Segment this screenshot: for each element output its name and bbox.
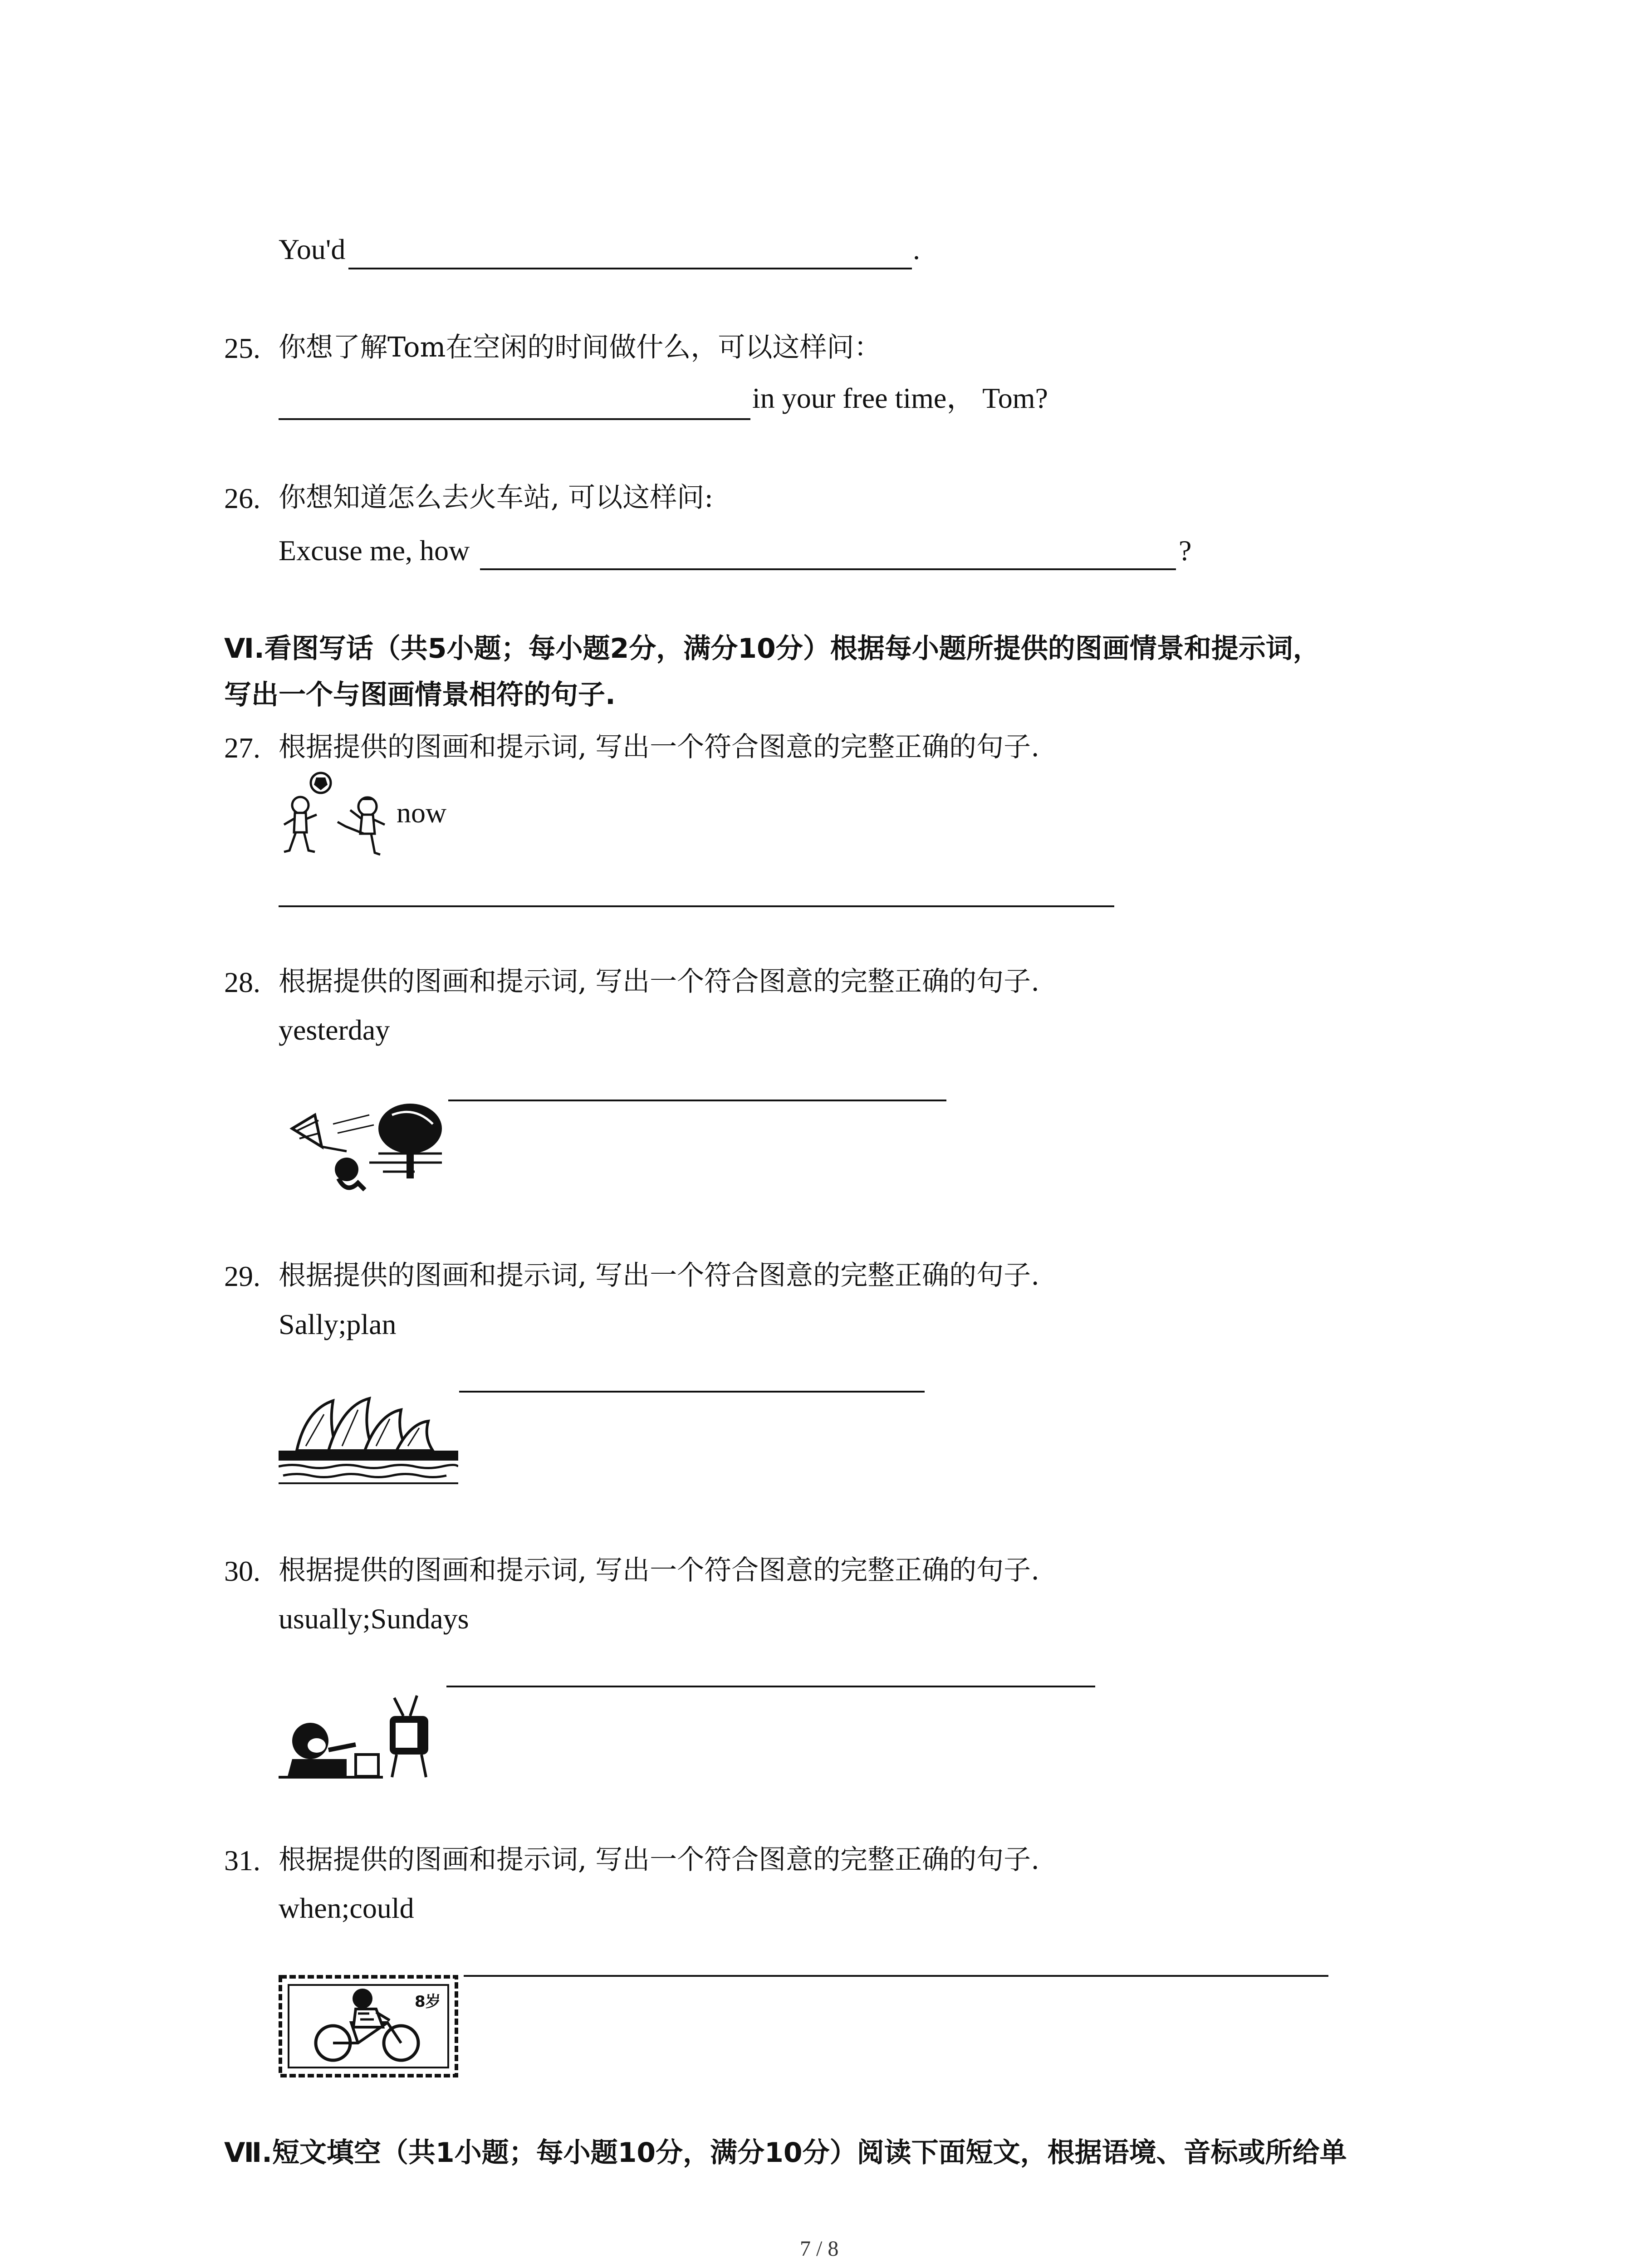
opera-house-picture [279,1383,458,1487]
bicycle-picture-age-label: 8岁 [415,1993,441,2011]
q24-suffix: . [913,233,920,265]
q27-prompt: 根据提供的图画和提示词, 写出一个符合图意的完整正确的句子. [279,731,1040,763]
q24-answer-blank[interactable] [348,268,912,269]
q28-hint: yesterday [279,1014,390,1046]
section-6-heading-line2: 写出一个与图画情景相符的句子. [224,679,616,711]
q29-answer-blank[interactable] [459,1391,925,1393]
q28-answer-blank[interactable] [448,1100,946,1101]
q29-number: 29. [224,1260,260,1292]
q25-prompt: 你想了解Tom在空闲的时间做什么，可以这样问： [279,332,882,363]
q26-answer-blank[interactable] [480,568,1176,570]
q31-hint: when;could [279,1892,414,1924]
q26-number: 26. [224,482,260,514]
bicycle-picture [279,1975,458,2077]
q27-number: 27. [224,732,260,764]
q31-number: 31. [224,1844,260,1877]
q25-suffix: in your free time， Tom? [752,382,1048,414]
q28-number: 28. [224,966,260,998]
q26-prompt: 你想知道怎么去火车站, 可以这样问: [279,482,714,513]
q30-prompt: 根据提供的图画和提示词, 写出一个符合图意的完整正确的句子. [279,1554,1040,1586]
q31-answer-blank[interactable] [464,1975,1328,1977]
q27-answer-blank[interactable] [279,905,1114,907]
q29-prompt: 根据提供的图画和提示词, 写出一个符合图意的完整正确的句子. [279,1260,1040,1291]
page-number: 7 / 8 [800,2237,839,2261]
q24-prefix: You'd [279,233,346,265]
section-6-heading-line1: Ⅵ.看图写话（共5小题；每小题2分，满分10分）根据每小题所提供的图画情景和提示词， [224,633,1320,665]
q30-answer-blank[interactable] [446,1686,1095,1687]
section-7-heading-line1: Ⅶ.短文填空（共1小题；每小题10分，满分10分）阅读下面短文，根据语境、音标或所给单 [224,2137,1347,2169]
q28-prompt: 根据提供的图画和提示词, 写出一个符合图意的完整正确的句子. [279,966,1040,997]
q26-suffix: ? [1179,534,1192,567]
watching-tv-picture [279,1686,446,1782]
q27-hint: now [397,797,447,829]
q26-prefix: Excuse me, how [279,534,470,567]
q25-answer-blank[interactable] [279,418,750,420]
q29-hint: Sally;plan [279,1308,397,1340]
q25-number: 25. [224,332,260,364]
soccer-players-picture [278,771,396,862]
q30-hint: usually;Sundays [279,1603,469,1635]
q30-number: 30. [224,1555,260,1587]
q31-prompt: 根据提供的图画和提示词, 写出一个符合图意的完整正确的句子. [279,1844,1040,1876]
windy-day-picture [279,1097,446,1197]
